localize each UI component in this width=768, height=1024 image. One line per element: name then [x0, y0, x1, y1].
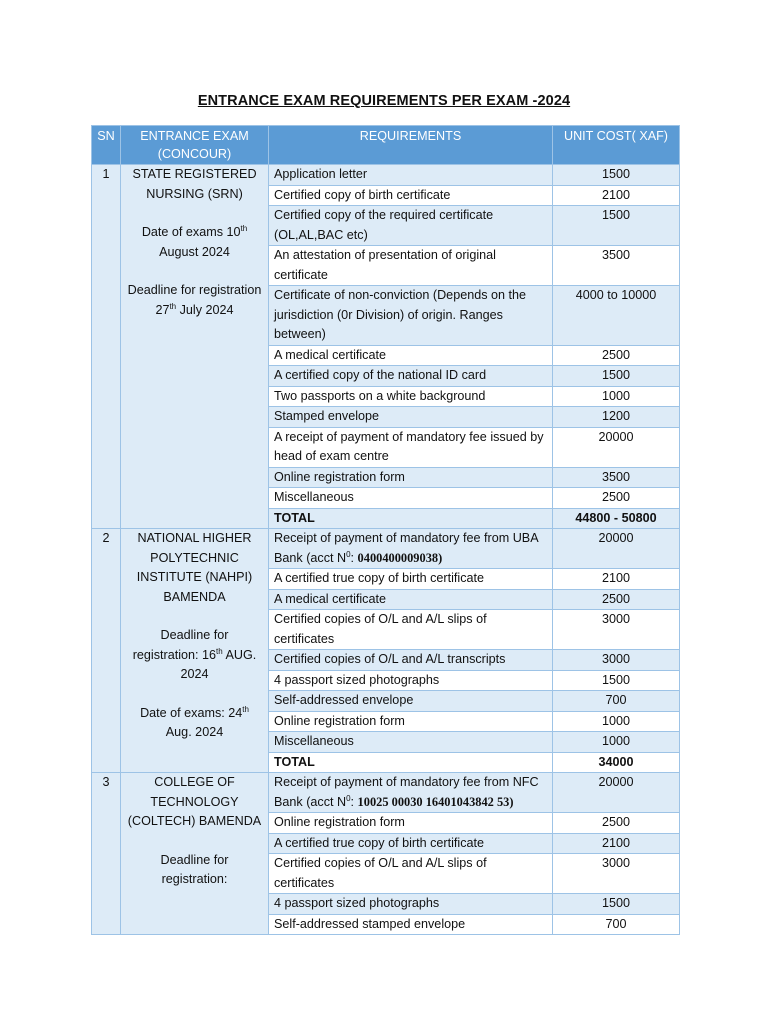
unit-cost-cell: 2100: [553, 569, 680, 590]
unit-cost-cell: 1500: [553, 206, 680, 246]
exam-serial-number: 3: [92, 773, 121, 935]
requirement-cell: [269, 773, 553, 813]
date-text-end: July 2024: [176, 302, 234, 317]
exam-info-cell: [121, 165, 269, 529]
unit-cost-cell: 1000: [553, 732, 680, 753]
requirement-cell: Miscellaneous: [269, 488, 553, 509]
unit-cost-cell: 3000: [553, 650, 680, 671]
date-text-end: Aug. 2024: [165, 725, 224, 739]
spacer: [126, 607, 263, 626]
requirement-cell: An attestation of presentation of original certificate: [269, 246, 553, 286]
exam-name: COLLEGE OF TECHNOLOGY (COLTECH) BAMENDA: [127, 775, 262, 828]
number-superscript: 0: [346, 549, 351, 559]
unit-cost-cell: 1500: [553, 894, 680, 915]
requirement-cell: Certificate of non-conviction (Depends on the jurisdiction (0r Division) of origin. Ranges between): [269, 286, 553, 346]
requirement-cell: Online registration form: [269, 711, 553, 732]
requirement-cell: Certified copy of birth certificate: [269, 185, 553, 206]
requirement-cell: Miscellaneous: [269, 732, 553, 753]
unit-cost-cell: 1500: [553, 165, 680, 186]
unit-cost-cell: 1200: [553, 407, 680, 428]
date-text: Date of exams 10: [141, 225, 241, 239]
spacer: [126, 262, 263, 281]
requirement-cell: Online registration form: [269, 467, 553, 488]
requirement-cell: Application letter: [269, 165, 553, 186]
exam-name: STATE REGISTERED NURSING (SRN): [132, 167, 257, 201]
unit-cost-cell: 2500: [553, 813, 680, 834]
closing-paren: ): [438, 550, 443, 565]
requirement-text: Receipt of payment of mandatory fee from UBA Bank (acct N: [274, 531, 538, 565]
unit-cost-cell: 3500: [553, 246, 680, 286]
unit-cost-cell: 3000: [553, 854, 680, 894]
requirement-cell: Online registration form: [269, 813, 553, 834]
ordinal-suffix: th: [240, 223, 248, 233]
exam-date-info: [126, 626, 263, 685]
spacer: [126, 204, 263, 223]
header-exam: ENTRANCE EXAM (CONCOUR): [121, 126, 269, 165]
unit-cost-cell: 4000 to 10000: [553, 286, 680, 346]
exam-name: NATIONAL HIGHER POLYTECHNIC INSTITUTE (NAHPI) BAMENDA: [136, 531, 253, 604]
unit-cost-cell: 3000: [553, 610, 680, 650]
date-text-end: August 2024: [159, 244, 230, 259]
total-label: TOTAL: [269, 752, 553, 773]
exam-date-info: [126, 223, 263, 262]
spacer: [126, 685, 263, 704]
ordinal-suffix: th: [216, 646, 223, 656]
bank-account-number: 10025 00030 16401043842 53: [357, 794, 510, 809]
date-text: Date of exams: 24: [140, 705, 243, 720]
requirement-cell: A receipt of payment of mandatory fee issued by head of exam centre: [269, 427, 553, 467]
requirement-text: Receipt of payment of mandatory fee from NFC Bank (acct N: [274, 775, 539, 809]
unit-cost-cell: 2500: [553, 589, 680, 610]
unit-cost-cell: 700: [553, 691, 680, 712]
exam-serial-number: 1: [92, 165, 121, 529]
number-superscript: 0: [346, 793, 351, 803]
requirement-cell: 4 passport sized photographs: [269, 894, 553, 915]
requirement-cell: Certified copy of the required certificate (OL,AL,BAC etc): [269, 206, 553, 246]
requirement-cell: Certified copies of O/L and A/L slips of certificates: [269, 610, 553, 650]
table-row: [92, 773, 680, 813]
unit-cost-cell: 20000: [553, 773, 680, 813]
requirement-cell: A certified copy of the national ID card: [269, 366, 553, 387]
header-sn: SN: [92, 126, 121, 165]
unit-cost-cell: 1000: [553, 386, 680, 407]
ordinal-suffix: th: [169, 301, 177, 311]
header-unit-cost: UNIT COST( XAF): [553, 126, 680, 165]
requirement-colon: :: [350, 550, 358, 565]
unit-cost-cell: 3500: [553, 467, 680, 488]
requirement-cell: A medical certificate: [269, 589, 553, 610]
date-text: Deadline for registration 27: [127, 283, 262, 317]
requirement-cell: A certified true copy of birth certificate: [269, 569, 553, 590]
table-header-row: [92, 126, 680, 165]
requirement-cell: Certified copies of O/L and A/L transcripts: [269, 650, 553, 671]
date-text-end: AUG. 2024: [180, 647, 257, 681]
total-cost: 44800 - 50800: [553, 508, 680, 529]
unit-cost-cell: 20000: [553, 529, 680, 569]
unit-cost-cell: 2500: [553, 488, 680, 509]
unit-cost-cell: 700: [553, 914, 680, 935]
table-row: [92, 165, 680, 186]
requirements-table: [91, 125, 680, 935]
unit-cost-cell: 1500: [553, 366, 680, 387]
unit-cost-cell: 2100: [553, 185, 680, 206]
total-label: TOTAL: [269, 508, 553, 529]
header-requirements: REQUIREMENTS: [269, 126, 553, 165]
exam-date-info: [126, 281, 263, 320]
unit-cost-cell: 1500: [553, 670, 680, 691]
closing-paren: ): [509, 794, 514, 809]
spacer: [126, 832, 263, 851]
exam-info-cell: [121, 773, 269, 935]
ordinal-suffix: th: [242, 704, 249, 714]
unit-cost-cell: 2100: [553, 833, 680, 854]
requirement-cell: 4 passport sized photographs: [269, 670, 553, 691]
exam-date-info: [126, 704, 263, 743]
table-body: [92, 165, 680, 935]
requirement-cell: A certified true copy of birth certificate: [269, 833, 553, 854]
table-row: [92, 529, 680, 569]
requirement-cell: Self-addressed stamped envelope: [269, 914, 553, 935]
requirement-cell: Certified copies of O/L and A/L slips of certificates: [269, 854, 553, 894]
requirement-cell: A medical certificate: [269, 345, 553, 366]
requirement-colon: :: [350, 794, 358, 809]
date-text: Deadline for registration: 16: [132, 628, 229, 662]
unit-cost-cell: 2500: [553, 345, 680, 366]
bank-account-number: 0400400009038: [357, 550, 439, 565]
unit-cost-cell: 20000: [553, 427, 680, 467]
unit-cost-cell: 1000: [553, 711, 680, 732]
exam-date-info: [126, 851, 263, 890]
requirement-cell: Two passports on a white background: [269, 386, 553, 407]
exam-serial-number: 2: [92, 529, 121, 773]
document-title: ENTRANCE EXAM REQUIREMENTS PER EXAM -2024: [197, 93, 571, 109]
requirement-cell: [269, 529, 553, 569]
requirement-cell: Stamped envelope: [269, 407, 553, 428]
exam-info-cell: [121, 529, 269, 773]
date-text: Deadline for registration:: [160, 852, 229, 886]
total-cost: 34000: [553, 752, 680, 773]
requirement-cell: Self-addressed envelope: [269, 691, 553, 712]
